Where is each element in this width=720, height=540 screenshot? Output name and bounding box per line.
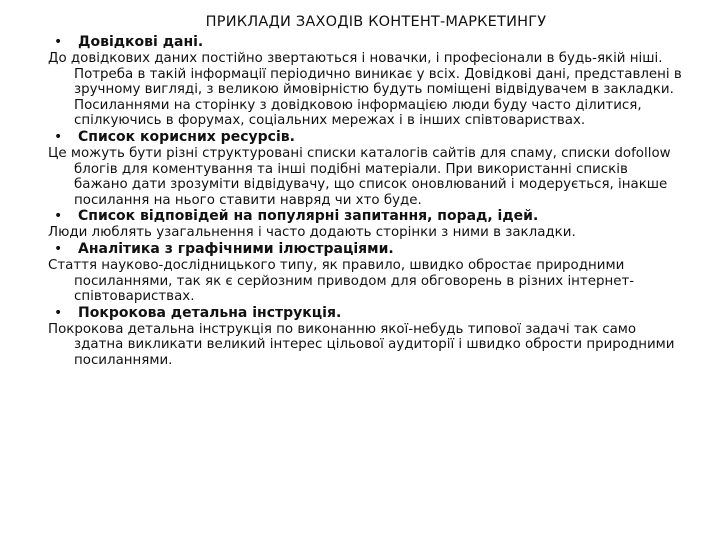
bullet-icon: • [54,240,63,257]
bullet-icon: • [54,34,63,50]
section-heading: Аналітика з графічними ілюстраціями. [78,240,394,257]
bullet-icon: • [54,208,63,225]
section-paragraph: Люди люблять узагальнення і часто додають сторінки з ними в закладки. [48,225,576,241]
bullet-heading [54,208,684,225]
section-paragraph: Стаття науково-дослідницького типу, як правило, швидко обростає природними посиланнями, так як є серйозним приводом для обговорень в різних інтернет-співтовариствах. [48,257,635,305]
section-useful-resources [48,129,684,208]
bullet-heading [54,34,684,51]
section-heading: Список корисних ресурсів. [78,128,295,145]
section-paragraph: До довідкових даних постійно звертаються і новачки, і професіонали в будь-якій ніші. Потреба в такій інформації періодично виникає у всіх. Довідкові дані, представлені в зручному вигляді, з великою ймовірністю будуть поміщені відвідувачем в закладки. Посиланнями на сторінку з довідковою інформацією люди буду часто ділитися, спілкуючись в форумах, соціальних мережах і в інших співтовариствах. [48,51,682,129]
section-reference-data [48,34,684,129]
section-step-by-step [48,305,684,369]
section-analytics [48,241,684,305]
page-title: ПРИКЛАДИ ЗАХОДІВ КОНТЕНТ-МАРКЕТИНГУ [205,14,547,30]
bullet-icon: • [54,304,63,321]
bullet-heading [54,305,684,322]
section-heading: Список відповідей на популярні запитання, порад, ідей. [78,208,539,225]
section-paragraph: Це можуть бути різні структуровані списки каталогів сайтів для спаму, списки dofollow блогів для коментування та інші подібні матеріали. При використанні списків бажано дати зрозуміти відвідувачу, що список оновлюваний і модерується, інакше посилання на нього ставити навряд чи хто буде. [48,145,671,208]
section-heading: Покрокова детальна інструкція. [78,304,342,321]
section-faq-answers [48,208,684,241]
bullet-icon: • [54,128,63,145]
section-heading: Довідкові дані. [78,34,204,50]
section-paragraph: Покрокова детальна інструкція по виконанню якої-небудь типової задачі так само здатна викликати великий інтерес цільової аудиторії і швидко обрости природними посиланнями. [48,321,675,368]
bullet-heading [54,241,684,258]
bullet-heading [54,129,684,146]
